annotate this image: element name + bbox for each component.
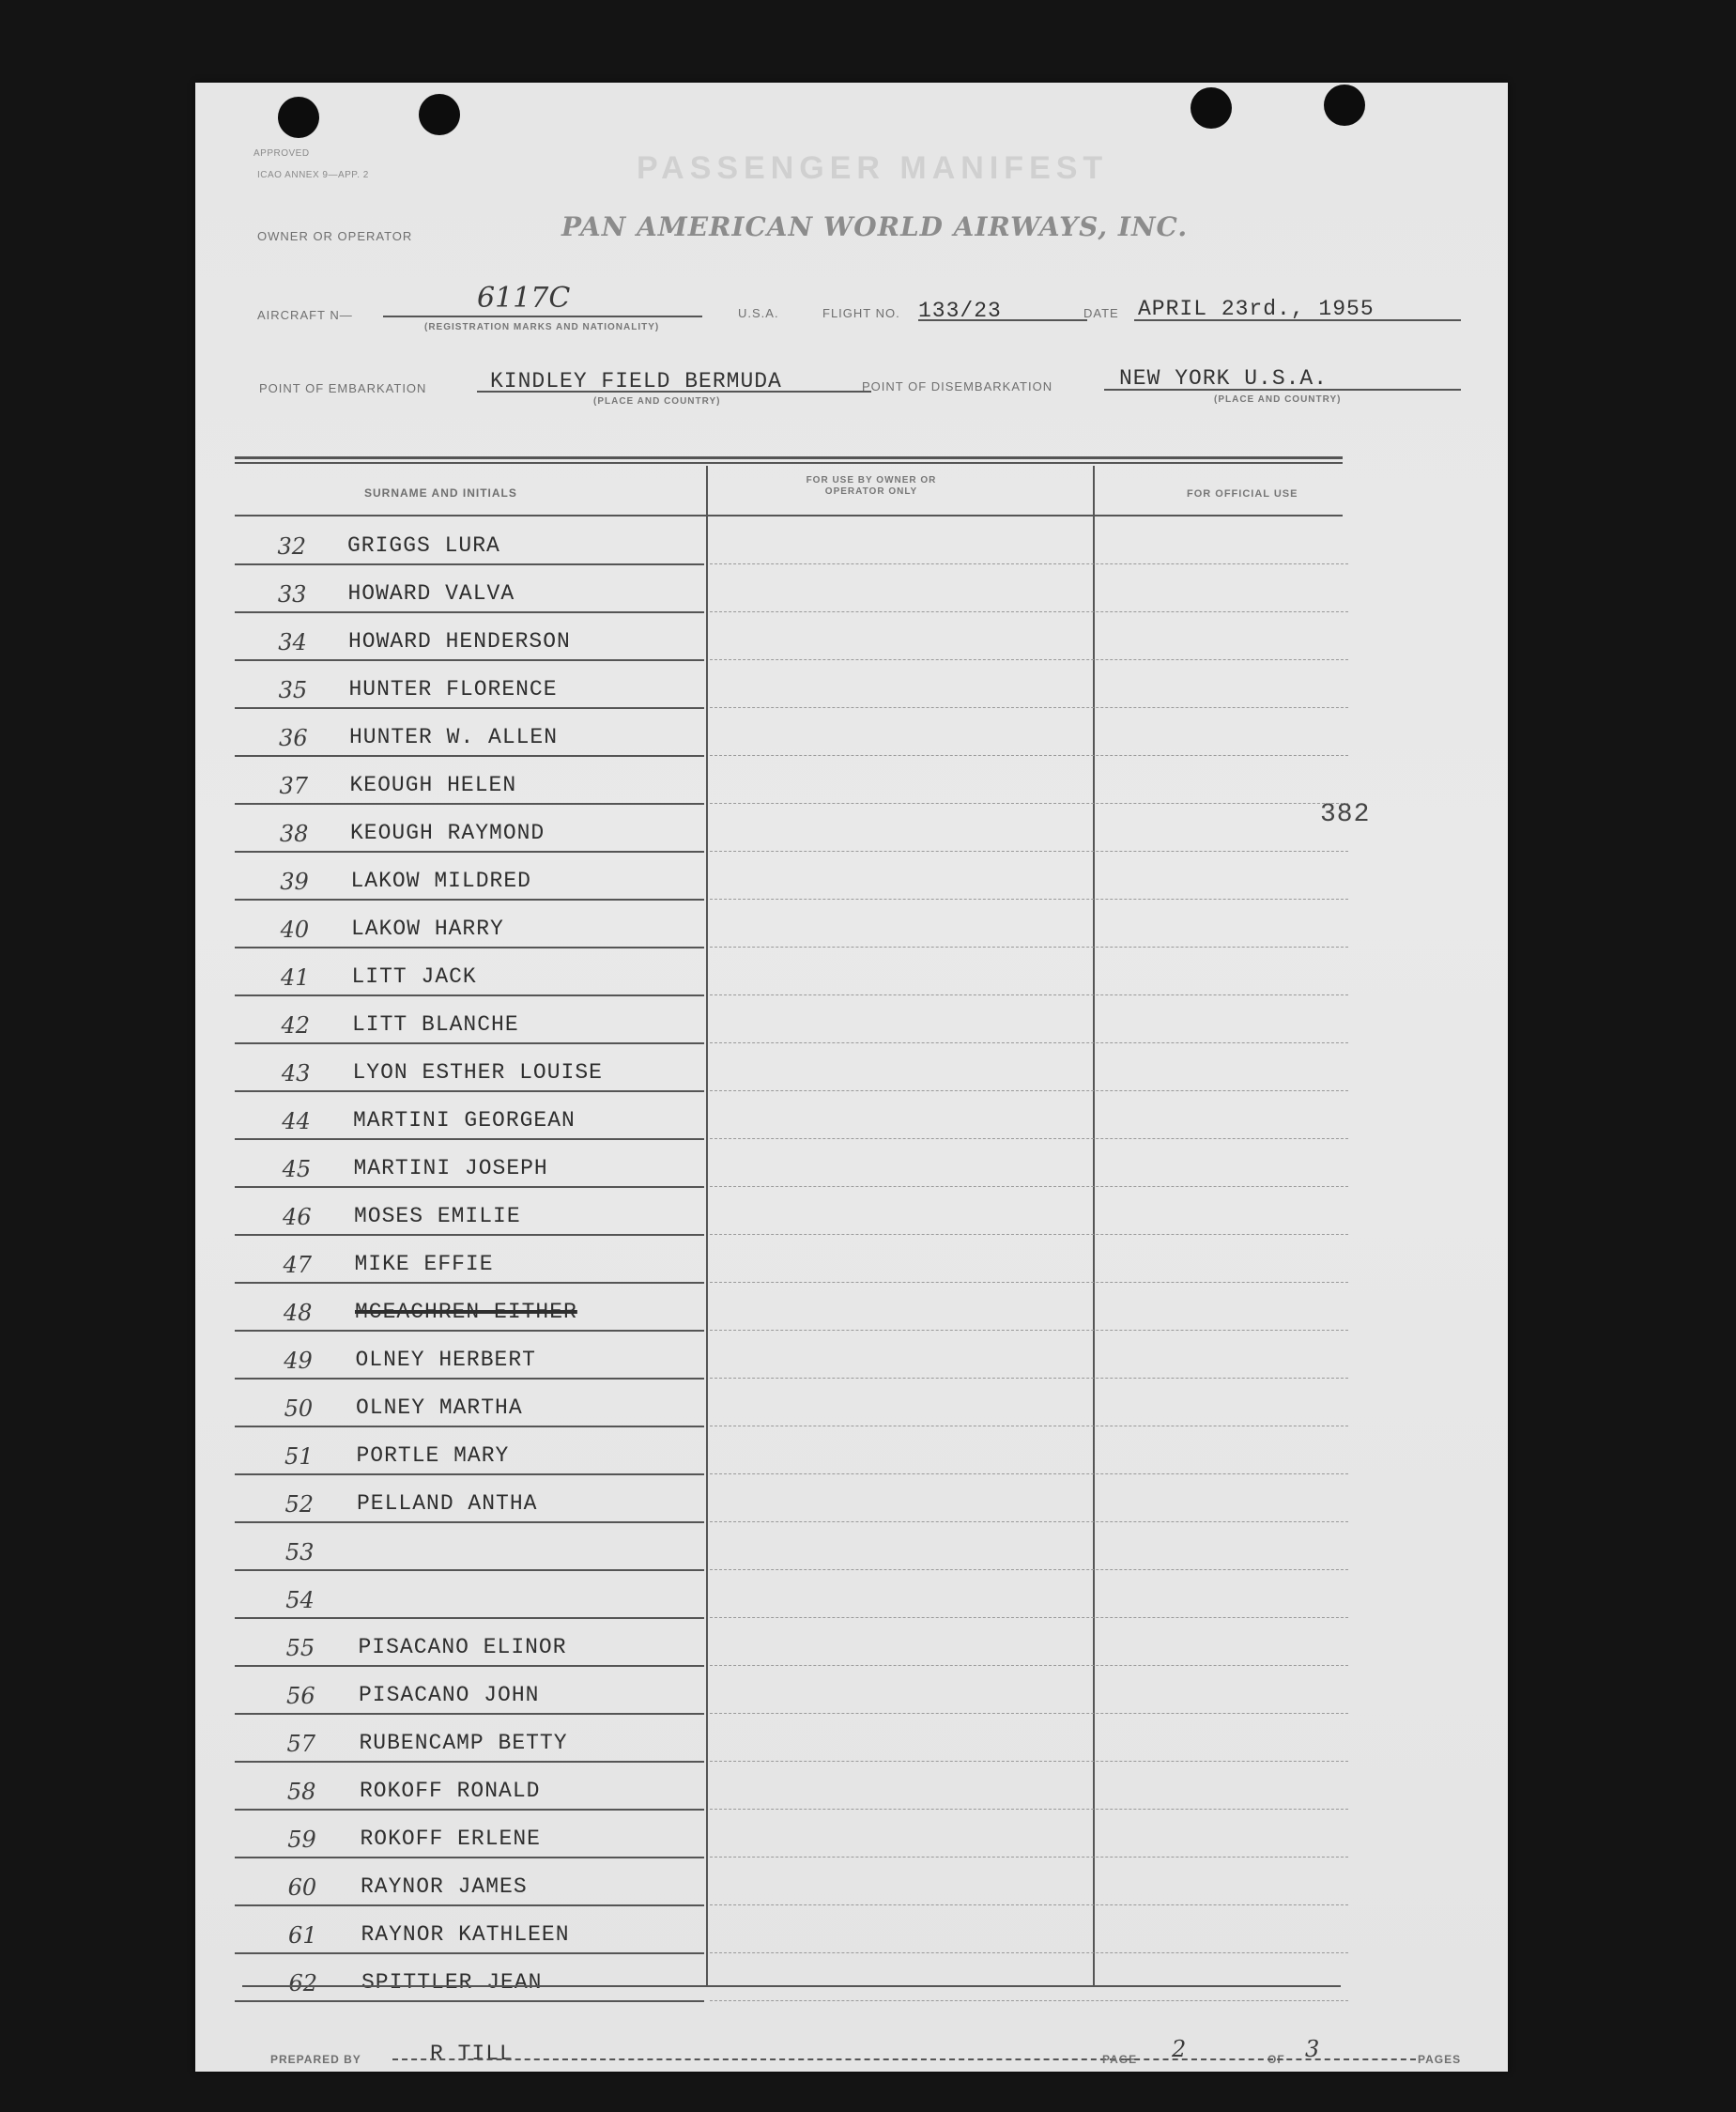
row-number: 36 (279, 725, 308, 751)
form-title: PASSENGER MANIFEST (637, 150, 1109, 186)
row-underline (235, 755, 704, 757)
row-underline (235, 1473, 704, 1475)
passenger-name: HUNTER W. ALLEN (349, 725, 559, 749)
row-dashed-rule (710, 707, 1348, 708)
row-dashed-rule (710, 1617, 1348, 1618)
row-underline (235, 563, 704, 565)
row-underline (235, 1186, 704, 1188)
punch-hole (419, 94, 460, 135)
date-label: DATE (1083, 306, 1119, 320)
approved-note: APPROVED (253, 148, 310, 159)
row-dashed-rule (710, 1713, 1348, 1714)
passenger-name: ROKOFF ERLENE (360, 1827, 541, 1851)
row-number: 51 (284, 1443, 314, 1470)
row-dashed-rule (710, 1809, 1348, 1810)
flight-label: FLIGHT NO. (822, 306, 900, 320)
passenger-name: HUNTER FLORENCE (348, 677, 558, 701)
row-underline (235, 803, 704, 805)
passenger-name: RUBENCAMP BETTY (359, 1731, 568, 1755)
col-divider-2 (1093, 466, 1095, 1987)
row-dashed-rule (710, 1186, 1348, 1187)
page-value: 2 (1172, 2036, 1187, 2062)
row-underline (235, 851, 704, 853)
passenger-name: SPITTLER JEAN (361, 1970, 543, 1995)
row-underline (235, 1761, 704, 1763)
row-underline (235, 1569, 704, 1571)
row-dashed-rule (710, 851, 1348, 852)
row-underline (235, 994, 704, 996)
row-number: 44 (282, 1108, 311, 1134)
row-underline (235, 1426, 704, 1427)
usa-label: U.S.A. (738, 306, 779, 320)
aircraft-caption: (REGISTRATION MARKS AND NATIONALITY) (424, 322, 660, 332)
row-number: 57 (286, 1731, 315, 1757)
row-number: 54 (285, 1587, 315, 1613)
col-official-use: FOR OFFICIAL USE (1187, 488, 1298, 500)
row-dashed-rule (710, 1090, 1348, 1091)
passenger-name: LITT BLANCHE (352, 1012, 519, 1037)
row-dashed-rule (710, 994, 1348, 995)
row-underline (235, 1904, 704, 1906)
row-number: 49 (284, 1348, 313, 1374)
row-number: 38 (279, 821, 309, 847)
owner-value: PAN AMERICAN WORLD AIRWAYS, INC. (561, 211, 1189, 242)
passenger-name: LYON ESTHER LOUISE (352, 1060, 603, 1085)
passenger-name: OLNEY HERBERT (355, 1348, 536, 1372)
row-number: 56 (286, 1683, 315, 1709)
row-underline (235, 899, 704, 901)
of-label: OF (1267, 2053, 1285, 2066)
row-underline (235, 947, 704, 948)
annex-note: ICAO ANNEX 9—APP. 2 (257, 170, 369, 180)
row-dashed-rule (710, 899, 1348, 900)
manifest-sheet (195, 83, 1508, 2072)
passenger-name: PORTLE MARY (356, 1443, 510, 1468)
passenger-name: KEOUGH RAYMOND (350, 821, 545, 845)
row-underline (235, 707, 704, 709)
date-underline (1134, 319, 1461, 321)
row-number: 60 (287, 1874, 317, 1901)
passenger-name: MIKE EFFIE (354, 1252, 494, 1276)
row-underline (235, 1282, 704, 1284)
row-number: 59 (287, 1827, 316, 1853)
row-dashed-rule (710, 1569, 1348, 1570)
page-label: PAGE (1102, 2053, 1138, 2066)
row-underline (235, 1090, 704, 1092)
row-number: 61 (288, 1922, 317, 1949)
passenger-name: MARTINI JOSEPH (353, 1156, 548, 1180)
row-dashed-rule (710, 947, 1348, 948)
pages-label: PAGES (1418, 2053, 1462, 2066)
col-surname: SURNAME AND INITIALS (364, 486, 517, 500)
passenger-name: OLNEY MARTHA (356, 1395, 523, 1420)
row-dashed-rule (710, 1521, 1348, 1522)
passenger-name: RAYNOR KATHLEEN (361, 1922, 570, 1947)
row-underline (235, 659, 704, 661)
row-dashed-rule (710, 803, 1348, 804)
table-top-rule-2 (235, 462, 1343, 464)
passenger-name: HOWARD HENDERSON (348, 629, 571, 654)
col-divider-1 (706, 466, 708, 1987)
row-underline (235, 2000, 704, 2002)
row-number: 37 (279, 773, 308, 799)
row-dashed-rule (710, 611, 1348, 612)
embark-caption: (PLACE AND COUNTRY) (593, 396, 721, 407)
row-number: 46 (283, 1204, 312, 1230)
row-number: 32 (277, 533, 306, 560)
row-number: 39 (280, 869, 309, 895)
row-underline (235, 611, 704, 613)
row-underline (235, 1952, 704, 1954)
punch-hole (1191, 87, 1232, 129)
row-underline (235, 1042, 704, 1044)
row-underline (235, 1713, 704, 1715)
row-underline (235, 1617, 704, 1619)
row-number: 45 (282, 1156, 312, 1182)
row-number: 34 (278, 629, 307, 655)
row-number: 35 (278, 677, 308, 703)
row-number: 40 (280, 917, 310, 943)
prepared-value: R TILL (430, 2042, 514, 2066)
row-dashed-rule (710, 755, 1348, 756)
row-number: 42 (281, 1012, 310, 1039)
embark-label: POINT OF EMBARKATION (259, 381, 427, 395)
page-underline (1125, 2058, 1416, 2060)
passenger-name: MARTINI GEORGEAN (353, 1108, 576, 1133)
row-number: 53 (284, 1539, 315, 1565)
row-underline (235, 1234, 704, 1236)
row-number: 48 (283, 1300, 313, 1326)
row-dashed-rule (710, 1952, 1348, 1953)
disembark-underline (1104, 389, 1461, 391)
embark-value: KINDLEY FIELD BERMUDA (490, 369, 782, 393)
passenger-name: PELLAND ANTHA (357, 1491, 538, 1516)
row-dashed-rule (710, 1282, 1348, 1283)
row-number: 33 (277, 581, 307, 608)
aircraft-label: AIRCRAFT N— (257, 308, 353, 322)
flight-underline (918, 319, 1087, 321)
passenger-name: MOSES EMILIE (354, 1204, 521, 1228)
disembark-caption: (PLACE AND COUNTRY) (1214, 394, 1342, 405)
punch-hole (1324, 85, 1365, 126)
row-number: 52 (284, 1491, 314, 1518)
embark-underline (477, 391, 871, 393)
disembark-label: POINT OF DISEMBARKATION (862, 379, 1053, 393)
row-underline (235, 1857, 704, 1858)
disembark-value: NEW YORK U.S.A. (1119, 366, 1329, 391)
row-dashed-rule (710, 1234, 1348, 1235)
prepared-underline (392, 2058, 1125, 2060)
aircraft-value: 6117C (477, 282, 571, 315)
punch-hole (278, 97, 319, 138)
row-underline (235, 1378, 704, 1380)
col-owner-use: FOR USE BY OWNER OR OPERATOR ONLY (806, 475, 937, 497)
table-top-rule (235, 456, 1343, 459)
passenger-name: GRIGGS LURA (347, 533, 500, 558)
row-underline (235, 1330, 704, 1332)
row-underline (235, 1665, 704, 1667)
passenger-name: PISACANO JOHN (359, 1683, 540, 1707)
aircraft-underline (383, 316, 702, 317)
passenger-name: HOWARD VALVA (347, 581, 515, 606)
row-number: 55 (285, 1635, 315, 1661)
header-bottom-rule (235, 515, 1343, 516)
passenger-name: KEOUGH HELEN (349, 773, 517, 797)
row-number: 62 (288, 1970, 317, 1996)
row-dashed-rule (710, 1138, 1348, 1139)
row-dashed-rule (710, 563, 1348, 564)
stamp-number: 382 (1320, 800, 1371, 829)
passenger-name: MCEACHREN EITHER (355, 1300, 577, 1324)
row-dashed-rule (710, 1042, 1348, 1043)
passenger-name: LAKOW HARRY (351, 917, 504, 941)
passenger-name: RAYNOR JAMES (361, 1874, 528, 1899)
row-dashed-rule (710, 1473, 1348, 1474)
row-number: 41 (281, 964, 310, 991)
row-underline (235, 1809, 704, 1811)
row-dashed-rule (710, 1330, 1348, 1331)
row-underline (235, 1138, 704, 1140)
row-underline (235, 1521, 704, 1523)
row-number: 43 (281, 1060, 311, 1087)
of-value: 3 (1305, 2036, 1320, 2062)
row-dashed-rule (710, 1665, 1348, 1666)
row-dashed-rule (710, 1857, 1348, 1858)
flight-value: 133/23 (918, 299, 1002, 323)
prepared-label: PREPARED BY (270, 2053, 361, 2066)
passenger-name: LAKOW MILDRED (350, 869, 531, 893)
passenger-name: PISACANO ELINOR (358, 1635, 567, 1659)
date-value: APRIL 23rd., 1955 (1138, 297, 1375, 321)
row-number: 47 (283, 1252, 312, 1278)
row-dashed-rule (710, 2000, 1348, 2001)
owner-label: OWNER OR OPERATOR (257, 229, 413, 243)
table-bottom-rule (242, 1985, 1341, 1987)
row-dashed-rule (710, 1904, 1348, 1905)
row-dashed-rule (710, 659, 1348, 660)
row-dashed-rule (710, 1378, 1348, 1379)
row-dashed-rule (710, 1761, 1348, 1762)
row-number: 58 (286, 1779, 316, 1805)
passenger-name: ROKOFF RONALD (360, 1779, 541, 1803)
row-number: 50 (284, 1395, 314, 1422)
passenger-name: LITT JACK (351, 964, 477, 989)
